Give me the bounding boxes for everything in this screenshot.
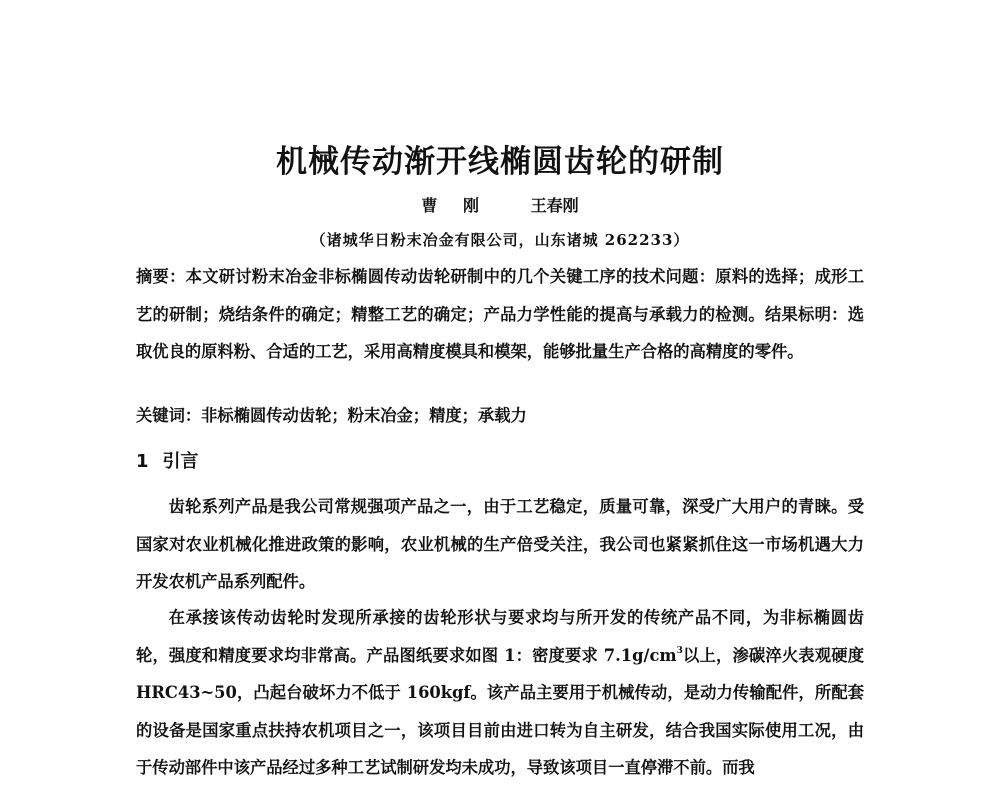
paper-title: 机械传动渐开线椭圆齿轮的研制: [276, 144, 724, 180]
author-name: 曹 刚: [421, 196, 489, 215]
body-paragraph: [136, 488, 864, 601]
author-name: 王春刚: [530, 196, 579, 215]
abstract-label: 摘要：: [136, 267, 186, 286]
abstract: [136, 258, 864, 371]
paragraph-text: [136, 599, 864, 787]
keywords-text: 非标椭圆传动齿轮；粉末冶金；精度；承载力: [201, 406, 527, 425]
paragraph-text-part: 在承接该传动齿轮时发现所承接的齿轮形状与要求均与所开发的传统产品不同，为非标椭圆齿轮，强度和精度要求均非常高。产品图纸要求如图 1：密度要求 7.1g/cm: [136, 608, 864, 665]
author-line: [0, 193, 1000, 216]
superscript: 3: [676, 645, 683, 656]
keywords: [136, 397, 864, 435]
paragraph-text-part: 以上，渗碳淬火表观硬度 HRC43~50，凸起台破坏力不低于 160kgf。该产品主要用于机械传动，是动力传输配件，所配套的设备是国家重点扶持农机项目之一，该项目目前由进口转为自主研发，结合我国实际使用工况，由于传动部件中该产品经过多种工艺试制研发均未成功，导致该项目一直停滞不前。而我: [136, 645, 864, 777]
affiliation: （诸城华日粉末冶金有限公司，山东诸城 262233）: [310, 231, 690, 249]
keywords-label: 关键词：: [136, 406, 202, 425]
section-number: 1: [136, 451, 149, 472]
body-paragraph: [136, 599, 864, 787]
section-heading: [136, 444, 199, 480]
section-title: 引言: [162, 451, 199, 472]
abstract-text: 本文研讨粉末冶金非标椭圆传动齿轮研制中的几个关键工序的技术问题：原料的选择；成形工艺的研制；烧结条件的确定；精整工艺的确定；产品力学性能的提高与承载力的检测。结果标明：选取优良的原料粉、合适的工艺，采用高精度模具和模架，能够批量生产合格的高精度的零件。: [136, 267, 864, 361]
paragraph-text: 齿轮系列产品是我公司常规强项产品之一，由于工艺稳定，质量可靠，深受广大用户的青睐。受国家对农业机械化推进政策的影响，农业机械的生产倍受关注，我公司也紧紧抓住这一市场机遇大力开发农机产品系列配件。: [136, 497, 864, 591]
